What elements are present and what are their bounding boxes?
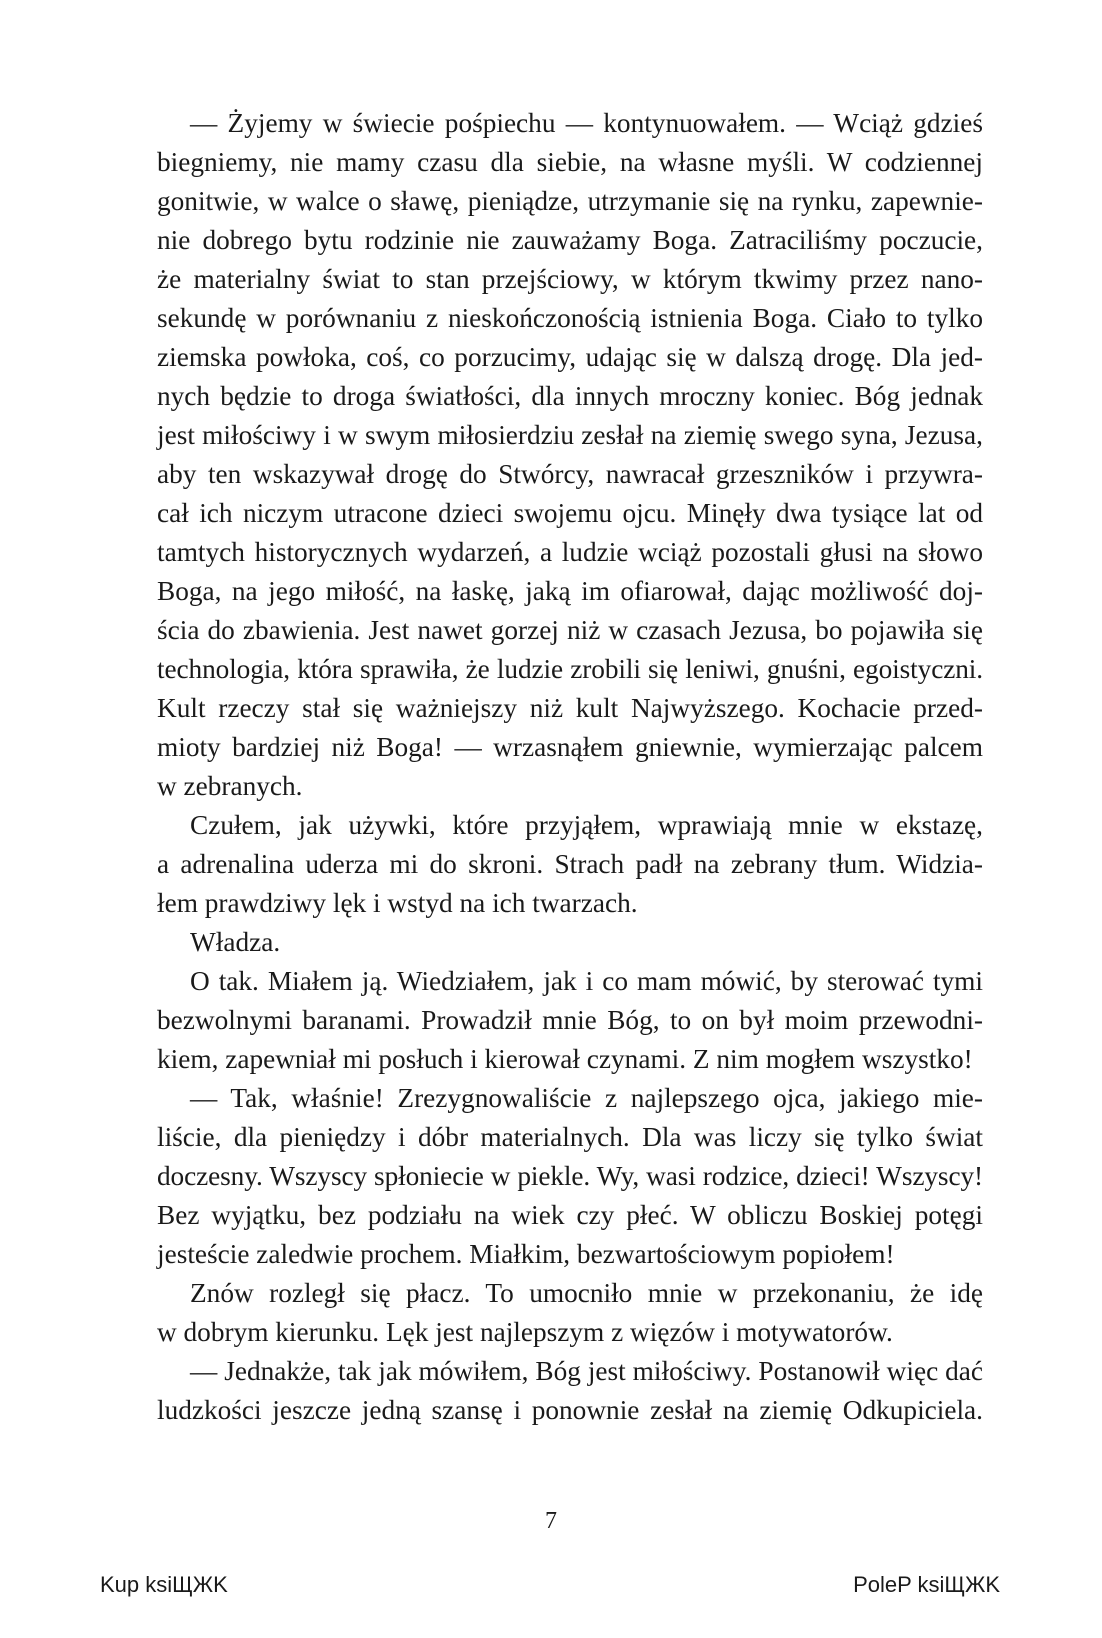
- text-line: sekundę w porównaniu z nieskończonością istnienia Boga. Ciało to tylko: [157, 303, 983, 333]
- text-line: aby ten wskazywał drogę do Stwórcy, nawracał grzeszników i przywra-: [157, 459, 983, 489]
- text-line: że materialny świat to stan przejściowy, w którym tkwimy przez nano-: [157, 264, 983, 294]
- text-line: technologia, która sprawiła, że ludzie zrobili się leniwi, gnuśni, egoistyczni.: [157, 654, 983, 684]
- text-line: ziemska powłoka, coś, co porzucimy, udając się w dalszą drogę. Dla jed-: [157, 342, 983, 372]
- text-line: Czułem, jak używki, które przyjąłem, wprawiają mnie w ekstazę,: [190, 810, 983, 840]
- text-line: mioty bardziej niż Boga! — wrzasnąłem gniewnie, wymierzając palcem: [157, 732, 983, 762]
- text-line: w dobrym kierunku. Lęk jest najlepszym z więzów i motywatorów.: [157, 1317, 893, 1347]
- text-line: nych będzie to droga światłości, dla innych mroczny koniec. Bóg jednak: [157, 381, 983, 411]
- text-line: a adrenalina uderza mi do skroni. Strach padł na zebrany tłum. Widzia-: [157, 849, 983, 879]
- text-line: jesteście zaledwie prochem. Miałkim, bezwartościowym popiołem!: [157, 1239, 895, 1269]
- text-line: ludzkości jeszcze jedną szansę i ponownie zesłał na ziemię Odkupiciela.: [157, 1395, 983, 1425]
- text-line: nie dobrego bytu rodzinie nie zauważamy Boga. Zatraciliśmy poczucie,: [157, 225, 983, 255]
- text-line: — Żyjemy w świecie pośpiechu — kontynuowałem. — Wciąż gdzieś: [190, 108, 983, 138]
- text-line: liście, dla pieniędzy i dóbr materialnych. Dla was liczy się tylko świat: [157, 1122, 983, 1152]
- text-line: Znów rozległ się płacz. To umocniło mnie w przekonaniu, że idę: [190, 1278, 983, 1308]
- text-line: łem prawdziwy lęk i wstyd na ich twarzach.: [157, 888, 638, 918]
- text-line: w zebranych.: [157, 771, 303, 801]
- text-line: gonitwie, w walce o sławę, pieniądze, utrzymanie się na rynku, zapewnie-: [157, 186, 983, 216]
- buy-book-link[interactable]: Kup ksiЩЖK: [100, 1572, 228, 1597]
- recommend-book-link[interactable]: PoleP ksiЩЖK: [853, 1572, 1000, 1597]
- text-line: cał ich niczym utracone dzieci swojemu ojcu. Minęły dwa tysiące lat od: [157, 498, 983, 528]
- text-line: biegniemy, nie mamy czasu dla siebie, na własne myśli. W codziennej: [157, 147, 983, 177]
- text-line: jest miłościwy i w swym miłosierdziu zesłał na ziemię swego syna, Jezusa,: [157, 420, 983, 450]
- text-line: Boga, na jego miłość, na łaskę, jaką im ofiarował, dając możliwość doj-: [157, 576, 983, 606]
- page-number: 7: [545, 1508, 557, 1534]
- text-line: Bez wyjątku, bez podziału na wiek czy płeć. W obliczu Boskiej potęgi: [157, 1200, 983, 1230]
- text-line: tamtych historycznych wydarzeń, a ludzie wciąż pozostali głusi na słowo: [157, 537, 983, 567]
- text-line: Władza.: [190, 927, 281, 957]
- text-line: ścia do zbawienia. Jest nawet gorzej niż w czasach Jezusa, bo pojawiła się: [157, 615, 983, 645]
- text-line: — Jednakże, tak jak mówiłem, Bóg jest miłościwy. Postanowił więc dać: [190, 1356, 983, 1386]
- text-line: bezwolnymi baranami. Prowadził mnie Bóg, to on był moim przewodni-: [157, 1005, 983, 1035]
- text-line: O tak. Miałem ją. Wiedziałem, jak i co mam mówić, by sterować tymi: [190, 966, 983, 996]
- text-line: doczesny. Wszyscy spłoniecie w piekle. Wy, wasi rodzice, dzieci! Wszyscy!: [157, 1161, 983, 1191]
- text-line: kiem, zapewniał mi posłuch i kierował czynami. Z nim mogłem wszystko!: [157, 1044, 973, 1074]
- body-text: [157, 104, 983, 1430]
- text-line: — Tak, właśnie! Zrezygnowaliście z najlepszego ojca, jakiego mie-: [190, 1083, 983, 1113]
- text-line: Kult rzeczy stał się ważniejszy niż kult Najwyższego. Kochacie przed-: [157, 693, 983, 723]
